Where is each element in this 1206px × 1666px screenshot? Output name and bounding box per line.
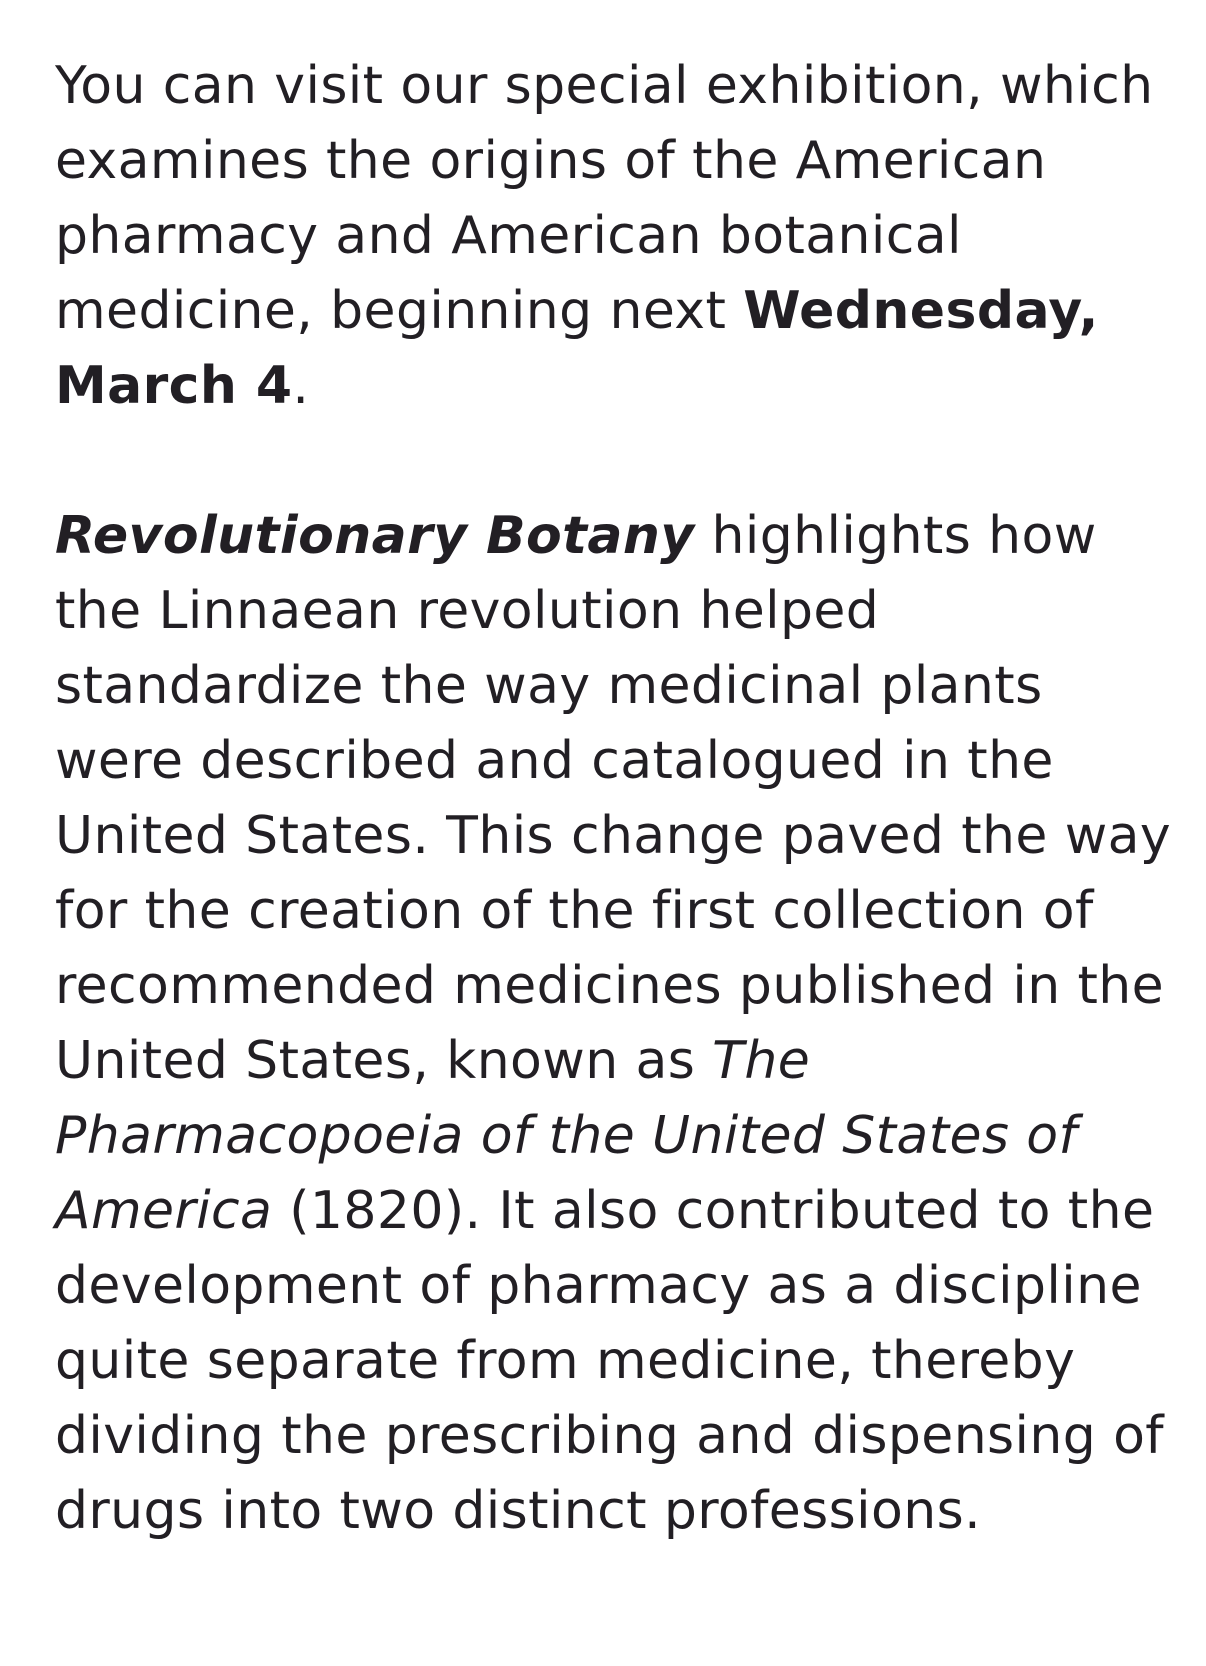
opening-date: Wednesday, March 4 — [55, 281, 1099, 416]
article-body — [55, 49, 1175, 1549]
description-text-1: highlights how the Linnaean revolution helped standardize the way medicinal plants were described and catalogued in the United States. This change paved the way for the creation of the first collection of recommended medicines published in the United States, known as — [55, 506, 1172, 1091]
book-title: The Pharmacopoeia of the United States of America — [55, 1031, 1078, 1241]
description-text-2: (1820). It also contributed to the development of pharmacy as a discipline quite separate from medicine, thereby dividing the prescribing and dispensing of drugs into two distinct professions. — [55, 1181, 1165, 1541]
exhibition-intro-paragraph — [55, 49, 1175, 424]
exhibition-description-paragraph — [55, 499, 1175, 1549]
intro-period: . — [292, 356, 310, 416]
exhibition-title: Revolutionary Botany — [55, 506, 695, 566]
intro-text: You can visit our special exhibition, which examines the origins of the American pharmacy and American botanical medicine, beginning next — [55, 56, 1154, 341]
